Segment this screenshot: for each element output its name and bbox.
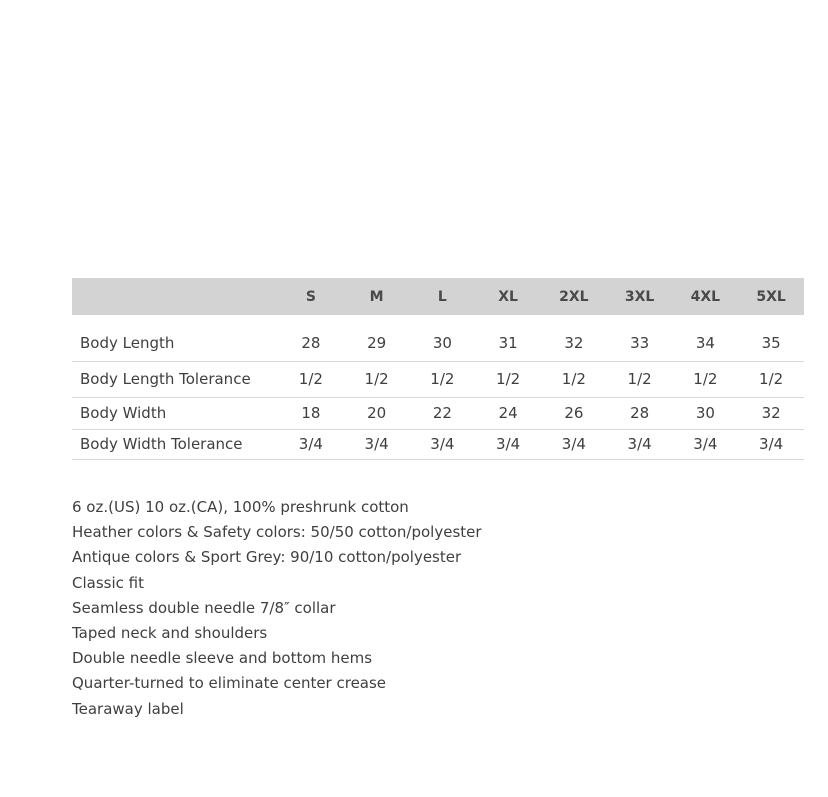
row-label: Body Width <box>80 404 167 422</box>
size-header: 3XL <box>624 288 655 305</box>
list-item: Taped neck and shoulders <box>72 624 268 643</box>
list-item: Quarter-turned to eliminate center crease <box>72 674 387 693</box>
size-header: 5XL <box>756 288 786 305</box>
table-cell: 32 <box>761 404 781 422</box>
table-cell: 26 <box>564 404 584 422</box>
size-header: 4XL <box>690 288 721 305</box>
table-cell: 3/4 <box>430 435 455 453</box>
table-cell: 31 <box>498 333 518 352</box>
size-chart-table <box>72 278 804 460</box>
list-item: Double needle sleeve and bottom hems <box>72 649 373 668</box>
table-cell: 1/2 <box>759 370 784 388</box>
row-label: Body Length Tolerance <box>80 370 251 388</box>
table-cell: 22 <box>432 404 452 422</box>
table-cell: 1/2 <box>627 370 652 388</box>
table-cell: 3/4 <box>364 435 389 453</box>
list-item: 6 oz.(US) 10 oz.(CA), 100% preshrunk cotton <box>72 498 409 516</box>
table-cell: 3/4 <box>693 435 718 453</box>
table-cell: 1/2 <box>430 370 455 388</box>
table-cell: 24 <box>498 404 518 422</box>
size-header: L <box>437 288 447 305</box>
table-row-body-length-tolerance <box>72 361 804 397</box>
row-label: Body Length <box>80 333 175 352</box>
table-row-body-width <box>72 397 804 429</box>
table-cell: 28 <box>630 404 650 422</box>
table-cell: 18 <box>301 404 321 422</box>
table-cell: 3/4 <box>627 435 652 453</box>
table-cell: 28 <box>301 333 321 352</box>
size-header: XL <box>498 288 518 305</box>
table-cell: 34 <box>695 333 715 352</box>
table-cell: 3/4 <box>561 435 586 453</box>
size-header: M <box>369 288 384 305</box>
table-cell: 20 <box>367 404 387 422</box>
size-header: 2XL <box>559 288 589 305</box>
list-item: Seamless double needle 7/8″ collar <box>72 598 336 617</box>
size-header-row <box>72 278 804 315</box>
table-cell: 1/2 <box>693 370 718 388</box>
table-cell: 3/4 <box>759 435 784 453</box>
table-row-body-width-tolerance <box>72 429 804 459</box>
table-cell: 32 <box>564 333 584 352</box>
table-cell: 3/4 <box>298 435 323 453</box>
table-cell: 1/2 <box>561 370 586 388</box>
table-cell: 33 <box>630 333 650 352</box>
list-item: Tearaway label <box>72 699 184 718</box>
table-cell: 1/2 <box>496 370 521 388</box>
table-cell: 30 <box>432 333 452 352</box>
list-item: Classic fit <box>72 573 144 592</box>
size-header: S <box>305 288 316 305</box>
header-empty-cell <box>72 278 278 315</box>
table-cell: 30 <box>695 404 715 422</box>
list-item: Heather colors & Safety colors: 50/50 cotton/polyester <box>72 523 482 542</box>
table-cell: 3/4 <box>496 435 521 453</box>
table-row-body-length <box>72 315 804 361</box>
table-cell: 1/2 <box>298 370 323 388</box>
table-cell: 35 <box>761 333 781 352</box>
table-cell: 29 <box>367 333 387 352</box>
row-label: Body Width Tolerance <box>80 435 243 453</box>
table-cell: 1/2 <box>364 370 389 388</box>
product-features-list <box>72 495 482 722</box>
list-item: Antique colors & Sport Grey: 90/10 cotton/polyester <box>72 548 462 567</box>
